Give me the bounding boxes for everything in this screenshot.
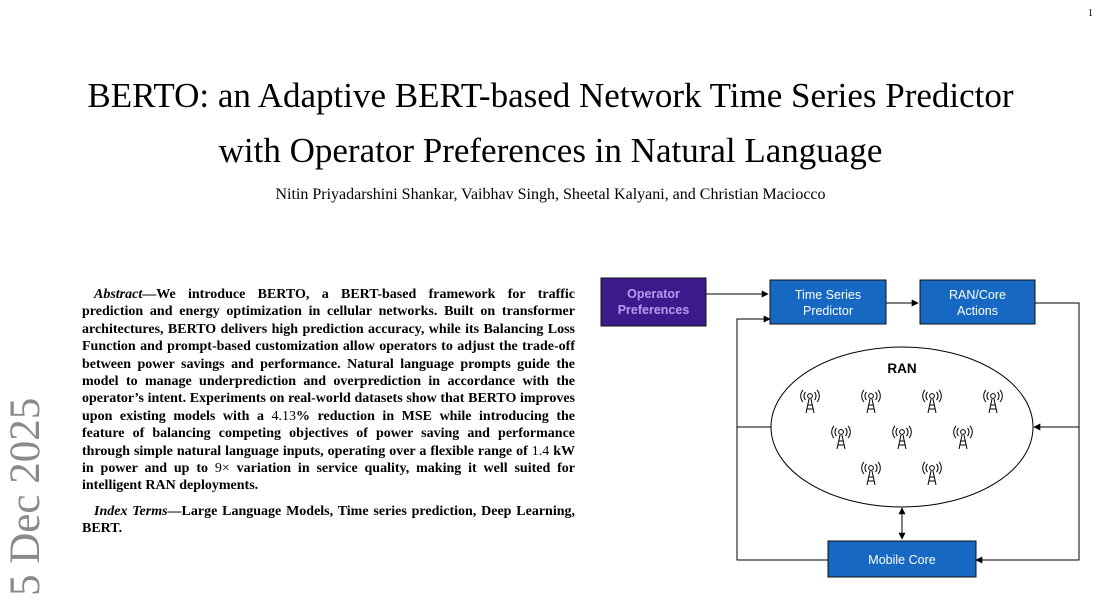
title-line-2: with Operator Preferences in Natural Language xyxy=(218,131,883,170)
operator-label-line-2: Preferences xyxy=(617,303,690,317)
actions-label-line-2: Actions xyxy=(957,304,998,318)
abstract-text-d: variation in service quality, making it well suited for intelligent RAN deployments. xyxy=(82,461,575,494)
arrow-ran-to-predictor xyxy=(737,319,771,427)
title-line-1: BERTO: an Adaptive BERT-based Network Time Series Predictor xyxy=(87,76,1014,115)
mobile-core-label: Mobile Core xyxy=(868,553,936,567)
index-terms-dash: — xyxy=(167,503,182,519)
abstract-dash: — xyxy=(142,287,157,302)
page-number: 1 xyxy=(1088,8,1093,19)
predictor-label-line-1: Time Series xyxy=(794,288,862,302)
operator-label-line-1: Operator xyxy=(627,287,680,301)
system-diagram xyxy=(596,272,1096,592)
ran-label: RAN xyxy=(887,361,917,376)
index-terms-text: Large Language Models, Time series prediction, Deep Learning, BERT. xyxy=(82,503,575,537)
index-terms xyxy=(82,503,575,538)
actions-label-line-1: RAN/Core xyxy=(949,288,1006,302)
abstract-paragraph xyxy=(82,286,575,495)
mse-reduction-value: 4.13 xyxy=(271,408,297,424)
power-range-value: 1.4 xyxy=(531,443,550,459)
service-variation-value: 9× xyxy=(214,461,230,477)
predictor-label-line-2: Predictor xyxy=(802,304,854,318)
abstract-text-a: We introduce BERTO, a BERT-based framework for traffic prediction and energy optimization in cellular networks. Built on transformer architectures, BERTO delivers high prediction accuracy, while its Balancing Loss Function and prompt-based customization allow operators to adjust the trade-off between power savings and performance. Natural language prompts guide the model to manage underprediction and overprediction in accordance with the operator’s intent. Experiments on real-world datasets show that BERTO improves upon existing models with a xyxy=(82,287,575,424)
abstract-text-b: % reduction in MSE while introducing the feature of balancing competing objectives of power saving and performance through simple natural language inputs, operating over a flexible range of xyxy=(82,408,576,459)
author-list: Nitin Priyadarshini Shankar, Vaibhav Singh, Sheetal Kalyani, and Christian Maciocco xyxy=(275,186,826,203)
paper-title xyxy=(0,68,1101,178)
abstract-label: Abstract xyxy=(94,287,143,302)
operator-preferences-box xyxy=(601,278,706,326)
arrow-actions-to-ran xyxy=(1034,303,1079,427)
arxiv-side-date: 5 Dec 2025 xyxy=(2,397,49,596)
abstract-text-c: kW in power and up to xyxy=(82,443,575,477)
index-terms-label: Index Terms xyxy=(94,503,168,519)
abstract-section xyxy=(82,286,575,538)
